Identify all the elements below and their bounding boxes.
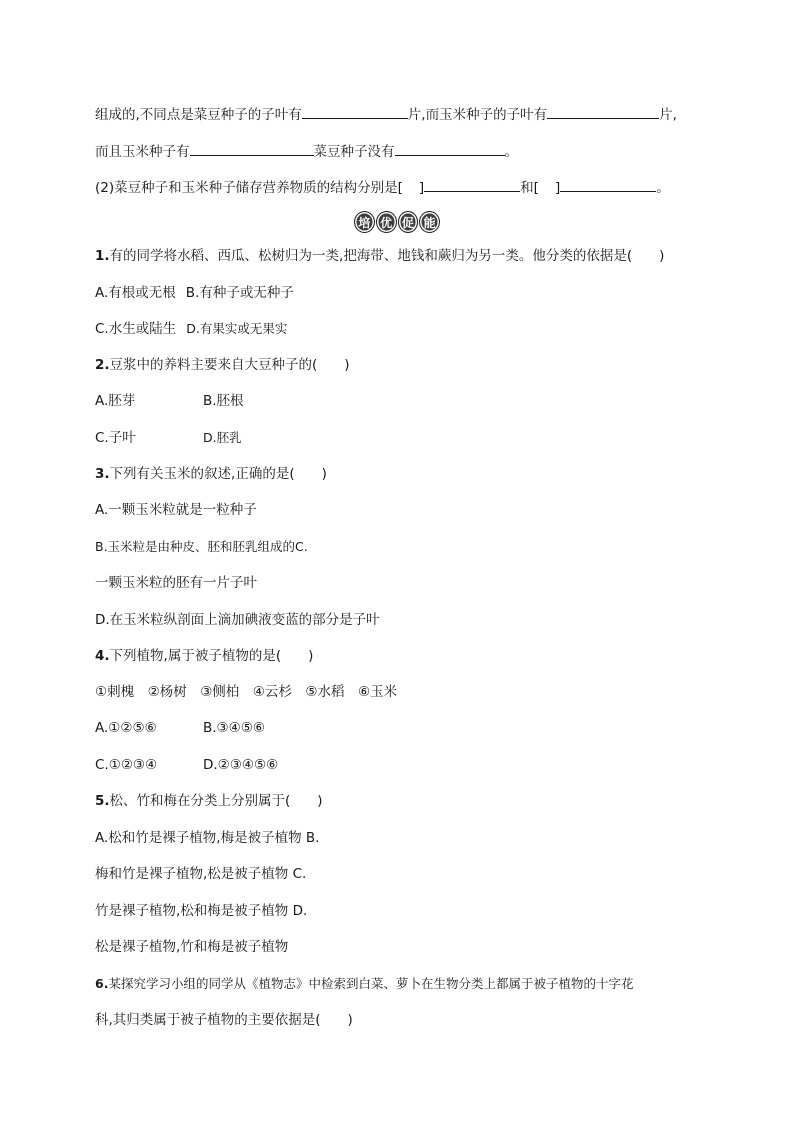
intro-text: (2)菜豆种子和玉米种子储存营养物质的结构分别是[ <box>95 180 403 196</box>
intro-text: 组成的,不同点是菜豆种子的子叶有 <box>95 107 302 123</box>
question-4-items <box>95 682 397 702</box>
option-c[interactable]: C.水生或陆生 <box>95 321 177 337</box>
intro-text: 片,而玉米种子的子叶有 <box>407 107 548 123</box>
option-text[interactable]: A.松和竹是裸子植物,梅是被子植物 B. <box>95 830 320 846</box>
option-a[interactable]: A.有根或无根 <box>95 285 176 301</box>
question-2-stem <box>95 355 350 375</box>
answer-blank[interactable] <box>190 141 314 156</box>
question-5-options-line-4[interactable] <box>95 937 288 957</box>
option-c[interactable]: C.①②③④ <box>95 757 158 773</box>
question-text: 豆浆中的养料主要来自大豆种子的( ) <box>109 357 350 373</box>
question-2-options-row-2 <box>95 428 242 448</box>
question-6-stem-line-2 <box>95 1010 353 1030</box>
question-text: 下列有关玉米的叙述,正确的是( ) <box>109 466 327 482</box>
intro-text: 。 <box>504 144 518 160</box>
question-text: 某探究学习小组的同学从《植物志》中检索到白菜、萝卜在生物分类上都属于被子植物的十字花 <box>108 976 634 991</box>
option-b[interactable]: B.胚根 <box>203 393 244 409</box>
intro-text: ] <box>554 180 561 196</box>
plant-list: ①刺槐 ②杨树 ③侧柏 ④云杉 ⑤水稻 ⑥玉米 <box>95 684 398 700</box>
question-1-options-row-1 <box>95 283 294 303</box>
option-c[interactable]: 一颗玉米粒的胚有一片子叶 <box>95 575 257 591</box>
intro-text: 而且玉米种子有 <box>95 144 190 160</box>
section-badge <box>354 211 440 233</box>
question-text: 科,其归类属于被子植物的主要依据是( ) <box>95 1012 353 1028</box>
option-d[interactable]: D.②③④⑤⑥ <box>203 757 279 773</box>
intro-text: 菜豆种子没有 <box>313 144 395 160</box>
question-1-stem <box>95 246 664 266</box>
option-d[interactable]: D.有果实或无果实 <box>186 321 288 336</box>
option-b[interactable]: B.③④⑤⑥ <box>203 720 265 736</box>
question-5-stem <box>95 791 323 811</box>
answer-blank[interactable] <box>302 104 408 119</box>
badge-char: 促 <box>398 211 419 233</box>
intro-text: 片, <box>659 107 677 123</box>
intro-text: ] <box>418 180 425 196</box>
option-a[interactable]: A.①②⑤⑥ <box>95 720 157 736</box>
option-a[interactable]: A.胚芽 <box>95 393 136 409</box>
intro-line-3 <box>95 177 670 198</box>
option-a[interactable]: A.一颗玉米粒就是一粒种子 <box>95 502 257 518</box>
question-3-option-c[interactable] <box>95 573 257 593</box>
question-5-options-line-1[interactable] <box>95 828 319 848</box>
option-text[interactable]: 竹是裸子植物,松和梅是被子植物 D. <box>95 903 308 919</box>
question-number: 1. <box>95 248 110 264</box>
question-4-options-row-1 <box>95 718 265 738</box>
question-number: 2. <box>95 357 110 373</box>
question-4-stem <box>95 646 313 666</box>
answer-blank[interactable] <box>395 141 505 156</box>
question-number: 3. <box>95 466 110 482</box>
badge-char: 培 <box>354 211 375 233</box>
intro-text: 。 <box>656 180 670 196</box>
option-c[interactable]: C.子叶 <box>95 430 136 446</box>
answer-blank[interactable] <box>424 177 520 192</box>
question-3-option-a[interactable] <box>95 500 257 520</box>
intro-line-1 <box>95 104 677 125</box>
question-3-option-d[interactable] <box>95 610 380 630</box>
intro-line-2 <box>95 141 518 162</box>
question-3-stem <box>95 464 327 484</box>
question-text: 下列植物,属于被子植物的是( ) <box>109 648 314 664</box>
option-d[interactable]: D.胚乳 <box>203 430 242 445</box>
question-text: 有的同学将水稻、西瓜、松树归为一类,把海带、地钱和蕨归为另一类。他分类的依据是( ) <box>109 248 665 264</box>
question-1-options-row-2 <box>95 319 287 339</box>
option-d[interactable]: D.在玉米粒纵剖面上滴加碘液变蓝的部分是子叶 <box>95 612 380 628</box>
option-b[interactable]: B.玉米粒是由种皮、胚和胚乳组成的C. <box>95 539 308 554</box>
answer-blank[interactable] <box>547 104 659 119</box>
badge-char: 优 <box>376 211 397 233</box>
option-text[interactable]: 松是裸子植物,竹和梅是被子植物 <box>95 939 289 955</box>
question-number: 6. <box>95 976 109 991</box>
badge-char: 能 <box>419 211 440 233</box>
question-6-stem-line-1 <box>95 974 633 994</box>
question-3-option-b[interactable] <box>95 537 308 557</box>
option-text[interactable]: 梅和竹是裸子植物,松是被子植物 C. <box>95 866 307 882</box>
intro-text: 和[ <box>520 180 539 196</box>
question-number: 4. <box>95 648 110 664</box>
question-4-options-row-2 <box>95 755 278 775</box>
option-b[interactable]: B.有种子或无种子 <box>185 285 294 301</box>
question-5-options-line-3[interactable] <box>95 901 307 921</box>
question-2-options-row-1 <box>95 391 244 411</box>
answer-blank[interactable] <box>560 177 656 192</box>
question-5-options-line-2[interactable] <box>95 864 306 884</box>
question-text: 松、竹和梅在分类上分别属于( ) <box>109 793 323 809</box>
question-number: 5. <box>95 793 110 809</box>
